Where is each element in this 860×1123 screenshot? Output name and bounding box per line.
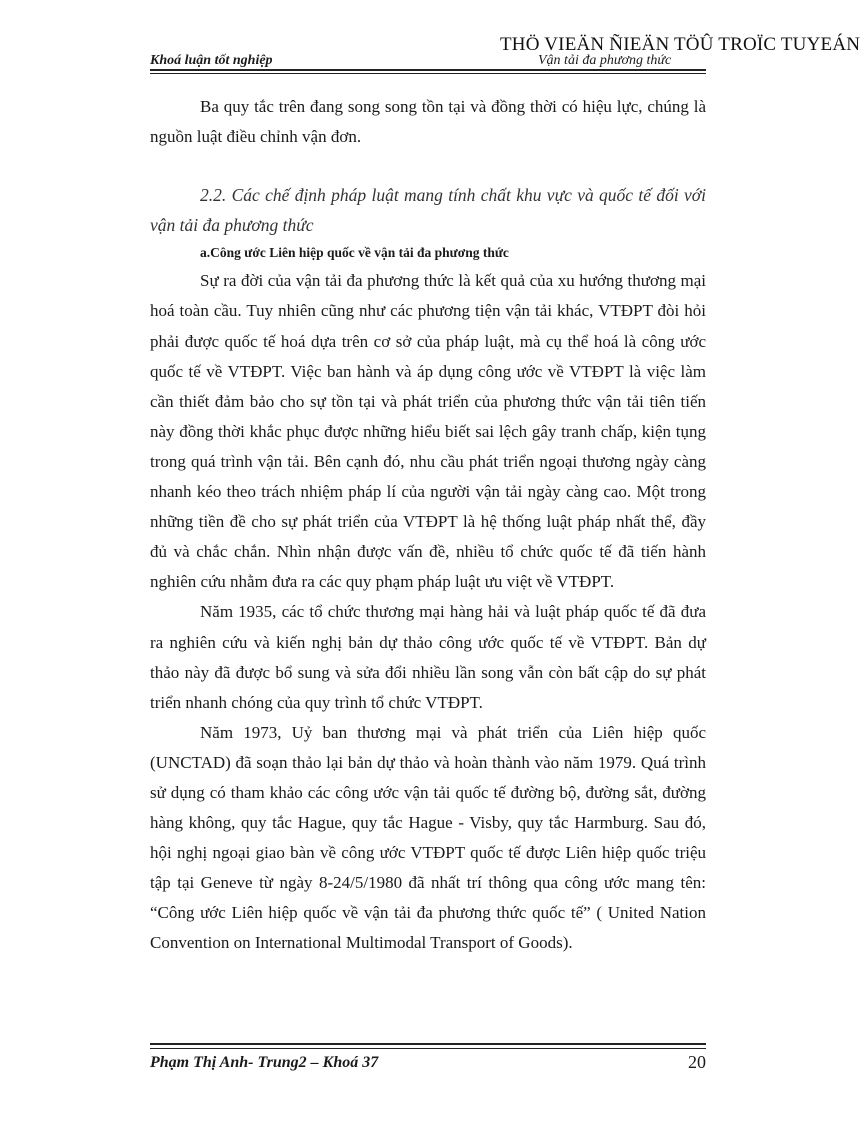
- watermark-text: THÖ VIEÄN ÑIEÄN TÖÛ TROÏC TUYEÁN: [500, 34, 860, 55]
- body-paragraph: Năm 1935, các tổ chức thương mại hàng hải và luật pháp quốc tế đã đưa ra nghiên cứu và kiến nghị bản dự thảo công ước quốc tế về VTĐPT. Bản dự thảo này đã được bổ sung và sửa đổi nhiều lần song vẫn còn bất cập do sự phát triển nhanh chóng của quy trình tổ chức VTĐPT.: [150, 602, 706, 712]
- body-paragraph: Năm 1973, Uỷ ban thương mại và phát triển của Liên hiệp quốc (UNCTAD) đã soạn thảo lại bản dự thảo và hoàn thành vào năm 1979. Quá trình sử dụng có tham khảo các công ước vận tải quốc tế đường bộ, đường sắt, đường hàng không, quy tắc Hague, quy tắc Hague - Visby, quy tắc Harmburg. Sau đó, hội nghị ngoại giao bàn về công ước VTĐPT quốc tế được Liên hiệp quốc triệu tập tại Geneve từ ngày 8-24/5/1980 đã nhất trí thông qua công ước mang tên: “Công ước Liên hiệp quốc về vận tải đa phương thức quốc tế” ( United Nation Convention on International Multimodal Transport of Goods).: [150, 722, 706, 953]
- body-paragraph: Sự ra đời của vận tải đa phương thức là kết quả của xu hướng thương mại hoá toàn cầu. Tuy nhiên cũng như các phương tiện vận tải khác, VTĐPT đòi hỏi phải được quốc tế hoá dựa trên cơ sở của pháp luật, mà cụ thể hoá là công ước quốc tế về VTĐPT. Việc ban hành và áp dụng công ước về VTĐPT là việc làm cần thiết đảm bảo cho sự tồn tại và phát triển của phương thức vận tải tiên tiến này đồng thời khắc phục được những hiểu biết sai lệch gây tranh chấp, kiện tụng trong quá trình vận tải. Bên cạnh đó, nhu cầu phát triển ngoại thương ngày càng nhanh kéo theo trách nhiệm pháp lí của người vận tải ngày càng cao. Một trong những tiền đề cho sự phát triển của VTĐPT là hệ thống luật pháp nhất thể, đầy đủ và chắc chắn. Nhìn nhận được vấn đề, nhiều tổ chức quốc tế đã tiến hành nghiên cứu nhằm đưa ra các quy phạm pháp luật ưu việt về VTĐPT.: [150, 271, 706, 592]
- footer-rule: [150, 1043, 706, 1045]
- section-heading: 2.2. Các chế định pháp luật mang tính chất khu vực và quốc tế đối với vận tải đa phương thức: [150, 185, 706, 236]
- header-rule-secondary: [150, 73, 706, 74]
- header-thesis-label: Khoá luận tốt nghiệp: [150, 53, 273, 68]
- header-rule: [150, 69, 706, 71]
- footer-rule-secondary: [150, 1048, 706, 1049]
- subheading: a.Công ước Liên hiệp quốc về vận tải đa phương thức: [200, 245, 509, 261]
- intro-paragraph: Ba quy tắc trên đang song song tồn tại và đồng thời có hiệu lực, chúng là nguồn luật điều chỉnh vận đơn.: [150, 97, 706, 147]
- footer-author: Phạm Thị Anh- Trung2 – Khoá 37: [150, 1054, 379, 1071]
- header-topic-label: Vận tải đa phương thức: [538, 53, 672, 68]
- page-body: [150, 92, 706, 959]
- spacer: [150, 152, 706, 180]
- page-number: 20: [688, 1052, 706, 1072]
